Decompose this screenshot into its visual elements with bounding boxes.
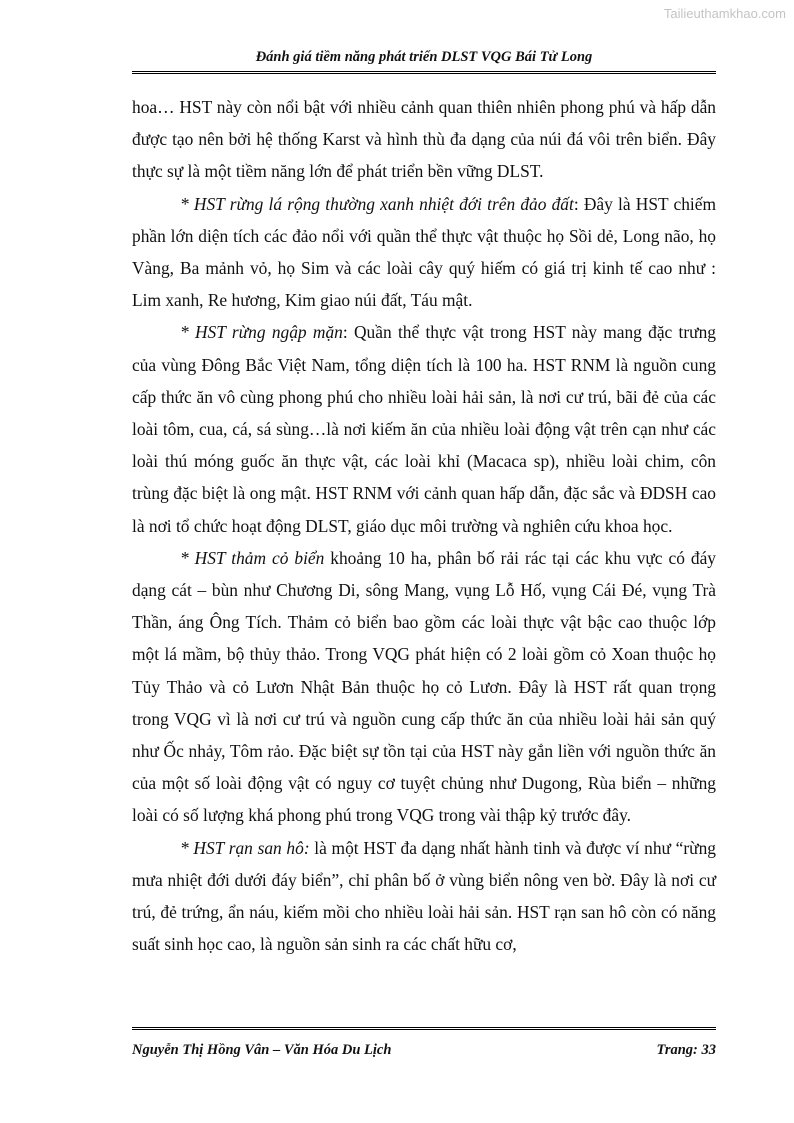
paragraph-lead: * HST rừng lá rộng thường xanh nhiệt đới trên đảo đất xyxy=(180,193,574,214)
paragraph-text: : Đây là HST chiếm phần lớn diện tích các đảo nổi với quần thể thực vật thuộc họ Sồi dẻ, Long não, họ Vàng, Ba mảnh vỏ, họ Sim và các loài cây quý hiếm có giá trị kinh tế cao như : Lim xanh, Re hương, Kim giao núi đất, Táu mật. xyxy=(132,193,716,311)
paragraph xyxy=(132,188,716,317)
paragraph-text: khoảng 10 ha, phân bố rải rác tại các khu vực có đáy dạng cát – bùn như Chương Di, sông Mang, vụng Lỗ Hố, vụng Cái Đé, vụng Trà Thần, áng Ông Tích. Thảm cỏ biển bao gồm các loài thực vật bậc cao thuộc lớp một lá mầm, bộ thủy thảo. Trong VQG phát hiện có 2 loài gồm cỏ Xoan thuộc họ Tủy Thảo và cỏ Lươn Nhật Bản thuộc họ cỏ Lươn. Đây là HST rất quan trọng trong VQG vì là nơi cư trú và nguồn cung cấp thức ăn của nhiều loài hải sản quý như Ốc nhảy, Tôm rảo. Đặc biệt sự tồn tại của HST này gắn liền với nguồn thức ăn của một số loài động vật có nguy cơ tuyệt chủng như Dugong, Rùa biển – những loài có số lượng khá phong phú trong VQG trong vài thập kỷ trước đây. xyxy=(132,547,716,826)
paragraph xyxy=(132,832,716,961)
footer-author: Nguyễn Thị Hồng Vân – Văn Hóa Du Lịch xyxy=(132,1042,392,1058)
paragraph-lead: * HST thảm cỏ biển xyxy=(180,547,325,568)
page-number: Trang: 33 xyxy=(656,1042,716,1058)
paragraph xyxy=(132,91,716,188)
paragraph xyxy=(132,316,716,541)
paragraph-text: hoa… HST này còn nổi bật với nhiều cảnh quan thiên nhiên phong phú và hấp dẫn được tạo nên bởi hệ thống Karst và hình thù đa dạng của núi đá vôi trên biển. Đây thực sự là một tiềm năng lớn để phát triển bền vững DLST. xyxy=(132,97,716,182)
header-divider xyxy=(132,71,716,74)
footer-divider xyxy=(132,1027,716,1030)
watermark: Tailieuthamkhao.com xyxy=(663,6,786,21)
paragraph-lead: * HST rừng ngập mặn xyxy=(180,322,343,343)
document-body xyxy=(132,91,716,960)
paragraph-lead: * HST rạn san hô: xyxy=(180,837,310,858)
paragraph xyxy=(132,542,716,832)
paragraph-text: : Quần thể thực vật trong HST này mang đặc trưng của vùng Đông Bắc Việt Nam, tổng diện tích là 100 ha. HST RNM là nguồn cung cấp thức ăn vô cùng phong phú cho nhiều loài hải sản, là nơi cư trú, bãi đẻ của các loài tôm, cua, cá, sá sùng…là nơi kiếm ăn của nhiều loài động vật trên cạn như các loài thú móng guốc ăn thực vật, các loài khỉ (Macaca sp), nhiều loài chim, côn trùng đặc biệt là ong mật. HST RNM với cảnh quan hấp dẫn, đặc sắc và ĐDSH cao là nơi tổ chức hoạt động DLST, giáo dục môi trường và nghiên cứu khoa học. xyxy=(132,322,716,536)
page-header-title: Đánh giá tiềm năng phát triển DLST VQG Bái Tử Long xyxy=(255,49,593,65)
paragraph-text: là một HST đa dạng nhất hành tinh và được ví như “rừng mưa nhiệt đới dưới đáy biển”, chỉ phân bố ở vùng biển nông ven bờ. Đây là nơi cư trú, đẻ trứng, ẩn náu, kiếm mồi cho nhiều loài hải sản. HST rạn san hô còn có năng suất sinh học cao, là nguồn sản sinh ra các chất hữu cơ, xyxy=(132,837,716,955)
